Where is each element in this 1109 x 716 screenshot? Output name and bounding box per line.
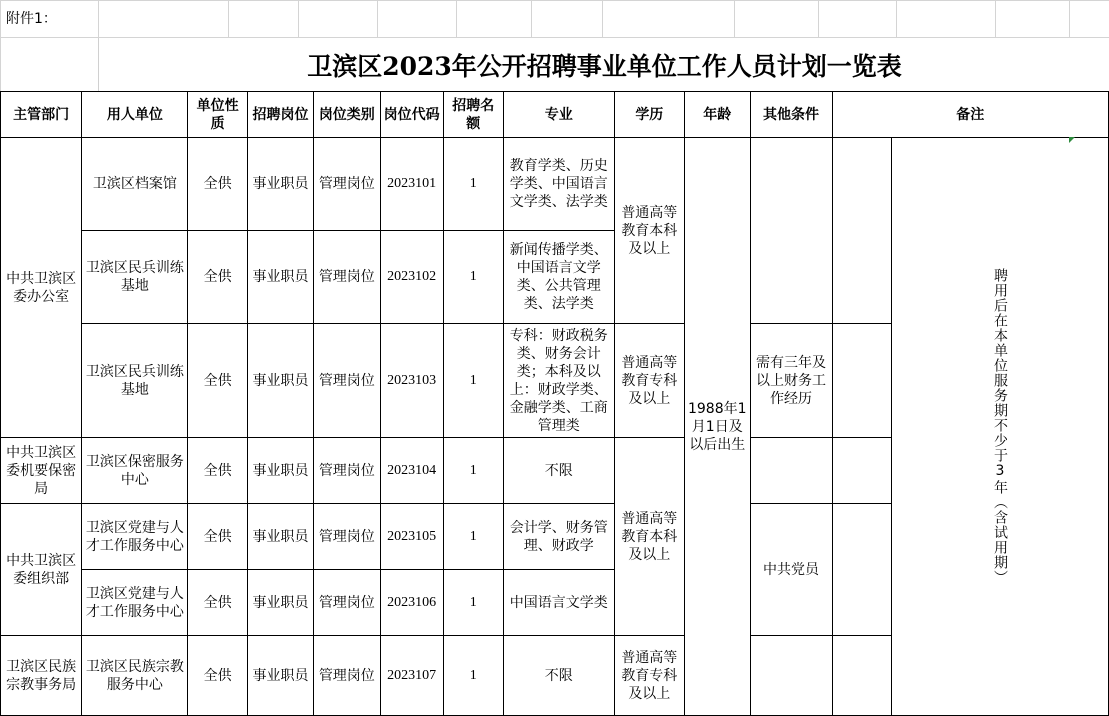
- post-cell: 事业职员: [247, 504, 313, 570]
- post-cell: 事业职员: [247, 636, 313, 716]
- dept-cell: 中共卫滨区委机要保密局: [1, 438, 82, 504]
- unit-cell: 卫滨区保密服务中心: [82, 438, 188, 504]
- quota-cell: 1: [443, 636, 503, 716]
- code-cell: 2023104: [380, 438, 443, 504]
- code-cell: 2023103: [380, 324, 443, 438]
- remark-cell-empty: [832, 504, 891, 636]
- major-cell: 新闻传播学类、中国语言文学类、公共管理类、法学类: [503, 231, 614, 324]
- remark-cell-empty: [832, 138, 891, 324]
- unit-cell: 卫滨区党建与人才工作服务中心: [82, 570, 188, 636]
- other-cell: 需有三年及以上财务工作经历: [750, 324, 832, 438]
- header-nature: 单位性质: [188, 92, 247, 138]
- table-row: [1, 138, 1109, 231]
- header-remark: 备注: [832, 92, 1108, 138]
- nature-cell: 全供: [188, 231, 247, 324]
- nature-cell: 全供: [188, 138, 247, 231]
- major-cell: 会计学、财务管理、财政学: [503, 504, 614, 570]
- quota-cell: 1: [443, 504, 503, 570]
- header-category: 岗位类别: [314, 92, 380, 138]
- nature-cell: 全供: [188, 636, 247, 716]
- remark-vertical-cell: [891, 138, 1108, 716]
- unit-cell: 卫滨区民兵训练基地: [82, 324, 188, 438]
- education-cell: 普通高等教育专科及以上: [614, 324, 684, 438]
- header-dept: 主管部门: [1, 92, 82, 138]
- remark-cell-empty: [832, 324, 891, 438]
- category-cell: 管理岗位: [314, 504, 380, 570]
- header-post: 招聘岗位: [247, 92, 313, 138]
- header-age: 年龄: [684, 92, 750, 138]
- remark-cell-empty: [832, 636, 891, 716]
- code-cell: 2023105: [380, 504, 443, 570]
- category-cell: 管理岗位: [314, 231, 380, 324]
- unit-cell: 卫滨区党建与人才工作服务中心: [82, 504, 188, 570]
- unit-cell: 卫滨区档案馆: [82, 138, 188, 231]
- quota-cell: 1: [443, 324, 503, 438]
- header-quota: 招聘名额: [443, 92, 503, 138]
- code-cell: 2023106: [380, 570, 443, 636]
- education-cell: 普通高等教育本科及以上: [614, 438, 684, 636]
- quota-cell: 1: [443, 570, 503, 636]
- major-cell: 教育学类、历史学类、中国语言文学类、法学类: [503, 138, 614, 231]
- header-code: 岗位代码: [380, 92, 443, 138]
- post-cell: 事业职员: [247, 570, 313, 636]
- quota-cell: 1: [443, 138, 503, 231]
- post-cell: 事业职员: [247, 138, 313, 231]
- header-other: 其他条件: [750, 92, 832, 138]
- category-cell: 管理岗位: [314, 138, 380, 231]
- post-cell: 事业职员: [247, 324, 313, 438]
- quota-cell: 1: [443, 231, 503, 324]
- quota-cell: 1: [443, 438, 503, 504]
- post-cell: 事业职员: [247, 231, 313, 324]
- header-major: 专业: [503, 92, 614, 138]
- category-cell: 管理岗位: [314, 570, 380, 636]
- unit-cell: 卫滨区民族宗教服务中心: [82, 636, 188, 716]
- code-cell: 2023101: [380, 138, 443, 231]
- major-cell: 中国语言文学类: [503, 570, 614, 636]
- recruitment-plan-table: [0, 91, 1109, 716]
- dept-cell: 卫滨区民族宗教事务局: [1, 636, 82, 716]
- other-cell-empty: [750, 636, 832, 716]
- unit-cell: 卫滨区民兵训练基地: [82, 231, 188, 324]
- header-unit: 用人单位: [82, 92, 188, 138]
- age-cell: 1988年1月1日及以后出生: [684, 138, 750, 716]
- remark-note: 聘用后在本单位服务期不少于3年（含试用期）: [991, 268, 1008, 585]
- dept-cell: 中共卫滨区委组织部: [1, 504, 82, 636]
- category-cell: 管理岗位: [314, 636, 380, 716]
- other-cell-empty: [750, 138, 832, 324]
- major-cell: 不限: [503, 636, 614, 716]
- major-cell: 专科：财政税务类、财务会计类；本科及以上：财政学类、金融学类、工商管理类: [503, 324, 614, 438]
- other-cell: 中共党员: [750, 504, 832, 636]
- nature-cell: 全供: [188, 438, 247, 504]
- education-cell: 普通高等教育专科及以上: [614, 636, 684, 716]
- major-cell: 不限: [503, 438, 614, 504]
- nature-cell: 全供: [188, 324, 247, 438]
- table-header-row: [1, 92, 1109, 138]
- page-title: 卫滨区2023年公开招聘事业单位工作人员计划一览表: [98, 38, 1109, 91]
- nature-cell: 全供: [188, 570, 247, 636]
- cell-comment-marker: [1069, 137, 1075, 143]
- other-cell-empty: [750, 438, 832, 504]
- code-cell: 2023102: [380, 231, 443, 324]
- post-cell: 事业职员: [247, 438, 313, 504]
- nature-cell: 全供: [188, 504, 247, 570]
- code-cell: 2023107: [380, 636, 443, 716]
- header-education: 学历: [614, 92, 684, 138]
- remark-cell-empty: [832, 438, 891, 504]
- attachment-label: 附件1：: [6, 11, 57, 27]
- education-cell: 普通高等教育本科及以上: [614, 138, 684, 324]
- category-cell: 管理岗位: [314, 438, 380, 504]
- dept-cell: 中共卫滨区委办公室: [1, 138, 82, 438]
- category-cell: 管理岗位: [314, 324, 380, 438]
